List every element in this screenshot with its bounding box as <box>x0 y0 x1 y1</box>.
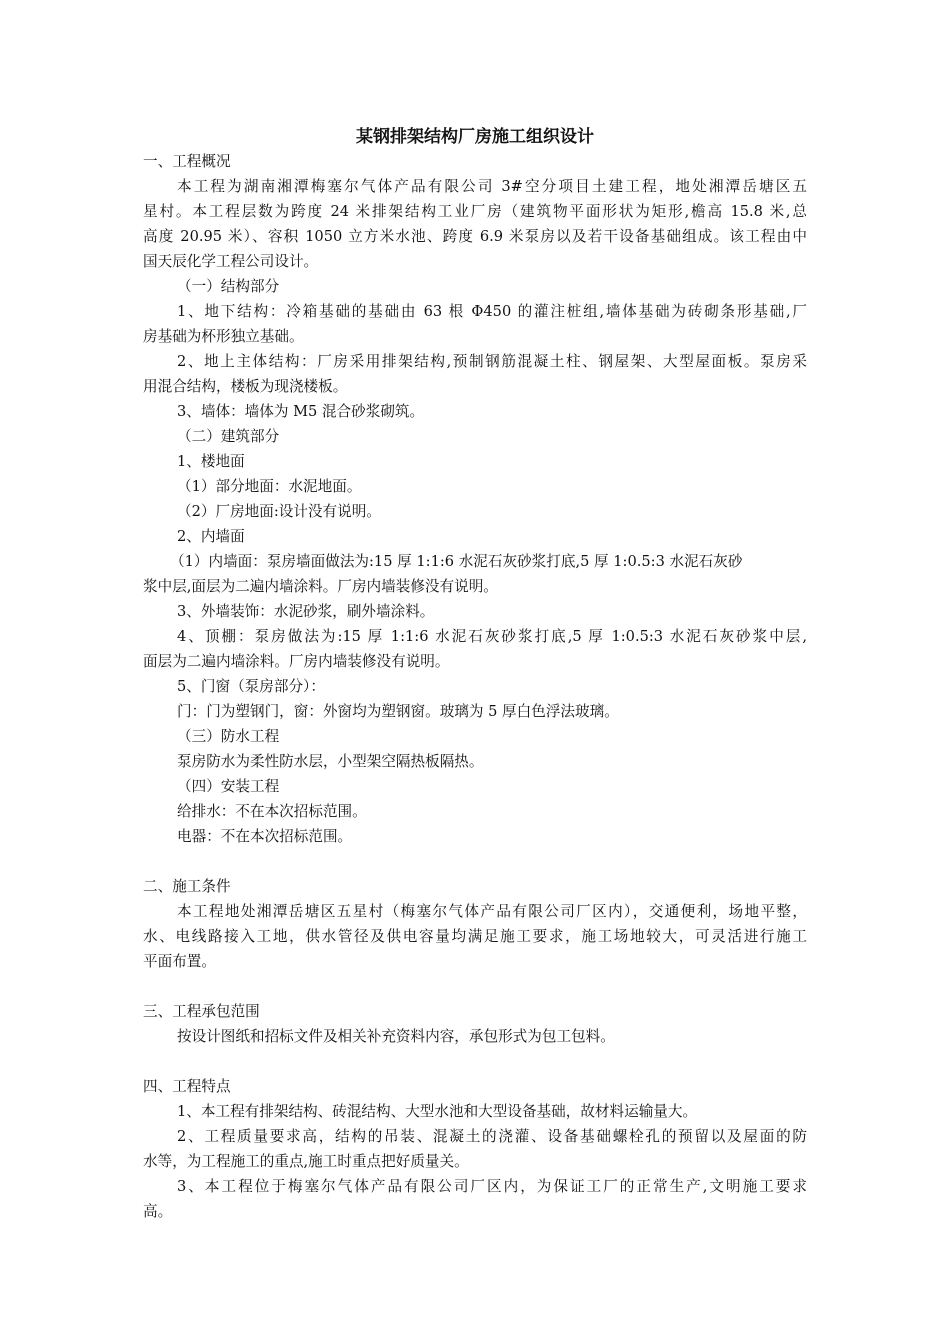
text-line: 国天辰化学工程公司设计。 <box>143 253 319 270</box>
text-line: 二、施工条件 <box>143 878 231 895</box>
text-line: （1）内墙面：泵房墙面做法为:15 厚 1:1:6 水泥石灰砂浆打底,5 厚 1:0.5:3 水泥石灰砂 <box>170 553 743 570</box>
document-title: 某钢排架结构厂房施工组织设计 <box>356 127 594 147</box>
text-line: 本工程为湖南湘潭梅塞尔气体产品有限公司 3#空分项目土建工程，地处湘潭岳塘区五 <box>177 178 807 195</box>
text-line: （2）厂房地面:设计没有说明。 <box>177 503 381 520</box>
text-line: 用混合结构，楼板为现浇楼板。 <box>143 378 348 395</box>
text-line: 5、门窗（泵房部分）： <box>177 678 325 695</box>
text-line: 水等，为工程施工的重点,施工时重点把好质量关。 <box>143 1153 469 1170</box>
text-line: 2、工程质量要求高，结构的吊装、混凝土的浇灌、设备基础螺栓孔的预留以及屋面的防 <box>177 1128 807 1145</box>
text-line: （一）结构部分 <box>177 278 280 295</box>
text-line: 3、本工程位于梅塞尔气体产品有限公司厂区内，为保证工厂的正常生产,文明施工要求 <box>177 1178 807 1195</box>
text-line: （三）防水工程 <box>177 728 280 745</box>
text-line: 按设计图纸和招标文件及相关补充资料内容，承包形式为包工包料。 <box>177 1028 615 1045</box>
text-line: 一、工程概况 <box>143 153 231 170</box>
text-line: 3、外墙装饰：水泥砂浆，刷外墙涂料。 <box>177 603 435 620</box>
text-line: 高。 <box>143 1203 173 1220</box>
text-line: 给排水：不在本次招标范围。 <box>177 803 367 820</box>
text-line: （四）安装工程 <box>177 778 280 795</box>
text-line: 房基础为杯形独立基础。 <box>143 328 304 345</box>
text-line: 水、电线路接入工地，供水管径及供电容量均满足施工要求，施工场地较大，可灵活进行施工 <box>143 928 807 945</box>
text-line: 高度 20.95 米）、容积 1050 立方米水池、跨度 6.9 米泵房以及若干设备基础组成。该工程由中 <box>143 228 807 245</box>
text-line: 电器：不在本次招标范围。 <box>177 828 353 845</box>
text-line: 4、顶棚：泵房做法为:15 厚 1:1:6 水泥石灰砂浆打底,5 厚 1:0.5:3 水泥石灰砂浆中层, <box>177 628 807 645</box>
text-line: 平面布置。 <box>143 953 216 970</box>
text-line: 1、楼地面 <box>177 453 245 470</box>
text-line: 门：门为塑钢门，窗：外窗均为塑钢窗。玻璃为 5 厚白色浮法玻璃。 <box>177 703 619 720</box>
text-line: 2、内墙面 <box>177 528 245 545</box>
text-line: 星村。本工程层数为跨度 24 米排架结构工业厂房（建筑物平面形状为矩形,檐高 15.8 米,总 <box>143 203 807 220</box>
text-line: 本工程地处湘潭岳塘区五星村（梅塞尔气体产品有限公司厂区内），交通便利，场地平整， <box>177 903 807 920</box>
text-line: 面层为二遍内墙涂料。厂房内墙装修没有说明。 <box>143 653 450 670</box>
text-line: （二）建筑部分 <box>177 428 280 445</box>
text-line: 四、工程特点 <box>143 1078 231 1095</box>
text-line: 2、地上主体结构：厂房采用排架结构,预制钢筋混凝土柱、钢屋架、大型屋面板。泵房采 <box>177 353 807 370</box>
text-line: 1、本工程有排架结构、砖混结构、大型水池和大型设备基础，故材料运输量大。 <box>177 1103 698 1120</box>
text-line: （1）部分地面：水泥地面。 <box>177 478 362 495</box>
text-line: 1、地下结构：冷箱基础的基础由 63 根 Φ450 的灌注桩组,墙体基础为砖砌条形基础,厂 <box>177 303 807 320</box>
text-line: 浆中层,面层为二遍内墙涂料。厂房内墙装修没有说明。 <box>143 578 498 595</box>
text-line: 三、工程承包范围 <box>143 1003 260 1020</box>
text-line: 泵房防水为柔性防水层，小型架空隔热板隔热。 <box>177 753 484 770</box>
text-line: 3、墙体：墙体为 M5 混合砂浆砌筑。 <box>177 403 425 420</box>
